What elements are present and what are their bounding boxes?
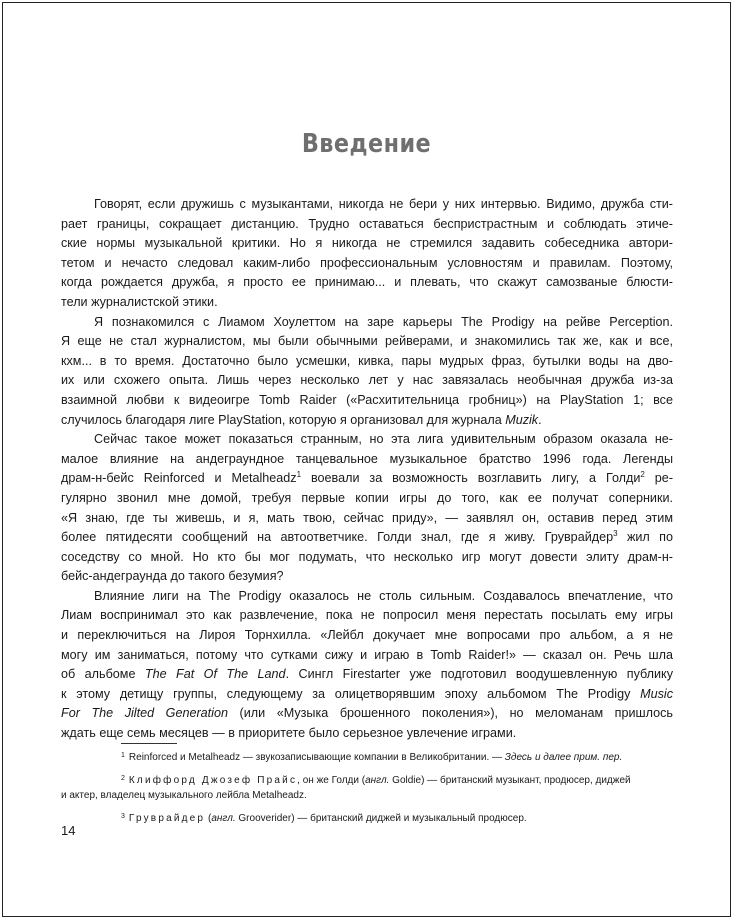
footnote-ref-3[interactable]: 3 [613,529,618,539]
text-segment: . Сингл Firestarter уже подготовил воодушевленную публику [285,667,674,682]
text-segment: жил по [617,530,673,545]
text-line: ждать еще семь месяцев — в приоритете было серьезное увлечение играми. [61,726,517,741]
footnote-line [121,771,673,788]
footnote-text: Здесь и далее прим. пер. [504,752,623,763]
text-line: тели журналистской этики. [61,294,218,309]
text-line: ские нормы музыкальной критики. Но я никогда не стремился задавить собеседника автори- [61,236,673,251]
text-line [61,528,673,548]
paragraph [61,587,673,744]
text-line [61,469,673,489]
chapter-title: Введение [301,129,432,159]
text-segment: драм-н-бейс Reinforced и Metalheadz [61,471,297,486]
text-line: Влияние лиги на The Prodigy оказалось не столь сильным. Создавалось впечатление, что [94,588,673,603]
footnote-text: , он же Голди ( [297,775,366,786]
album-title: The Fat Of The Land [144,667,286,682]
footnote-line [121,809,673,826]
text-line [61,685,673,705]
text-line: и переключиться на Лироя Торнхилла. «Лейбл докучает мне вопросами про альбом, а я не [61,628,673,643]
text-line: малое влияние на андеграундное танцевальное музыкальное братство 1996 года. Легенды [61,451,673,466]
paragraph [61,313,673,431]
page-number: 14 [61,823,76,838]
text-line: Я еще не стал журналистом, мы были обычными рейверами, и знакомились так же, как и все, [61,334,673,349]
footnote-number: 1 [121,752,125,759]
text-line: взаимной любви к видеоигре Tomb Raider («Расхитительница гробниц») на PlayStation 1; все [61,392,673,407]
text-line: Говорят, если дружишь с музыкантами, никогда не бери у них интервью. Видимо, дружба сти- [94,197,673,211]
footnote-ref-2[interactable]: 2 [640,470,645,480]
text-segment: ре- [644,471,674,486]
text-segment: случилось благодаря лиге PlayStation, которую я организовал для журнала [61,412,506,427]
text-line: Сейчас такое может показаться странным, но эта лига удивительным образом оказала не- [94,432,673,447]
footnote-ref-1[interactable]: 1 [296,470,302,480]
text-line: их или схожего опыта. Лишь через несколько лет у нас завязалась необычная дружба из-за [61,373,673,388]
footnote-text: Grooverider) — британский диджей и музыкальный продюсер. [235,813,527,824]
text-line: рает границы, сокращает дистанцию. Трудно оставаться беспристрастным и соблюдать этиче- [61,216,673,231]
text-segment: . [538,412,542,427]
book-page [2,2,731,917]
text-segment: воевали за возможность возглавить лигу, а Голди [301,471,641,486]
text-line: гулярно звонил мне домой, требуя первые копии игры до того, как ее получат соперники. [61,490,673,505]
footnote-text: ( [205,813,212,824]
footnote-text: англ. [211,813,236,824]
magazine-name: Muzik [505,412,539,427]
footnote-3 [61,809,673,826]
footnotes [61,748,673,826]
footnote-person-name: Клиффорд Джозеф Прайс [128,775,298,786]
footnote-number: 2 [121,775,125,782]
text-segment: (или «Музыка брошенного поколения»), но меломанам пришлось [239,706,673,721]
footnote-divider [121,743,177,744]
text-line: кхм... в то время. Достаточно было усмешки, кивка, пары мудрых фраз, бутылки воды на дво- [61,353,673,368]
text-line [61,411,673,431]
text-segment: об альбоме [61,667,145,682]
text-line: Лиам воспринимал это как развлечение, пока не попросил меня перестать посылать ему игры [61,608,673,623]
footnote-line [121,748,673,765]
footnote-text: Goldie) — британский музыкант, продюсер, диджей [389,775,631,786]
footnote-text: англ. [365,775,390,786]
text-line: тетом и нечасто следовал каким-либо профессиональным условностям и правилам. Поэтому, [61,255,673,270]
text-line: когда рождается дружба, я просто ее принимаю... и плевать, что скажут самозваные блюсти- [61,275,673,290]
text-line: могу им заниматься, потому что сутками сижу и играю в Tomb Raider!» — сказал он. Речь шла [61,647,673,662]
text-line: бейс-андеграунда до такого безумия? [61,569,284,584]
text-segment: к этому детищу группы, следующему за олицетворявшим эпоху альбомом The Prodigy [61,686,641,701]
album-title: For The Jilted Generation [61,706,228,721]
text-line: «Я знаю, где ты живешь, и я, мать твою, сейчас приду», — заявлял он, оставив перед этим [61,510,673,525]
text-line [61,665,673,685]
footnote-text: Reinforced и Metalheadz — звукозаписывающие компании в Великобритании. — [128,752,505,763]
text-line: соседству со мной. Но кто бы мог подумать, что несколько игр могут довести элиту драм-н- [61,549,673,564]
text-segment: более пятидесяти сообщений на автоответчике. Голди знал, где я живу. Груврайдер [61,530,614,545]
album-title: Music [640,686,673,701]
footnote-2 [61,771,673,803]
footnote-number: 3 [121,813,125,820]
footnote-1 [61,748,673,765]
paragraph [61,195,673,313]
footnote-line: и актер, владелец музыкального лейбла Metalheadz. [61,790,307,801]
footnote-person-name: Груврайдер [128,813,206,824]
text-line: Я познакомился с Лиамом Хоулеттом на заре карьеры The Prodigy на рейве Perception. [94,314,673,329]
text-line [61,704,673,724]
paragraph [61,430,673,587]
body-text [61,195,673,744]
